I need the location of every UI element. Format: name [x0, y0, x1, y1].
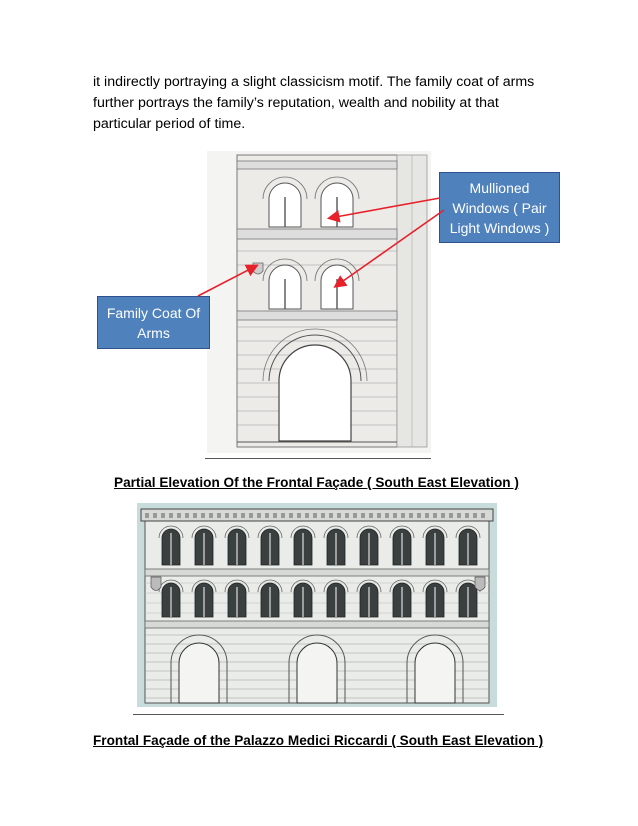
paragraph-line: it indirectly portraying a slight classicism motif. The family coat of arms: [93, 74, 535, 90]
callout-line: Light Windows ): [449, 219, 550, 236]
mullioned-windows-callout: [439, 172, 560, 243]
paragraph-line: particular period of time.: [93, 116, 246, 132]
frontal-facade-drawing: [137, 503, 497, 707]
callout-line: Windows ( Pair: [452, 199, 547, 216]
body-paragraph: [93, 72, 553, 135]
figure-divider: [205, 458, 431, 459]
facade-sketch: [137, 503, 497, 707]
family-coat-of-arms-callout: [97, 296, 210, 349]
partial-elevation-sketch: [207, 151, 431, 453]
figure1-caption: Partial Elevation Of the Frontal Façade ( South East Elevation ): [114, 475, 519, 490]
figure2-caption: Frontal Façade of the Palazzo Medici Riccardi ( South East Elevation ): [93, 733, 544, 748]
callout-line: Family Coat Of: [106, 304, 201, 321]
partial-elevation-drawing: [207, 151, 431, 453]
paragraph-line: further portrays the family’s reputation, wealth and nobility at that: [93, 95, 499, 111]
figure-divider: [133, 714, 504, 715]
callout-line: Mullioned: [469, 179, 530, 196]
callout-line: Arms: [137, 324, 170, 341]
